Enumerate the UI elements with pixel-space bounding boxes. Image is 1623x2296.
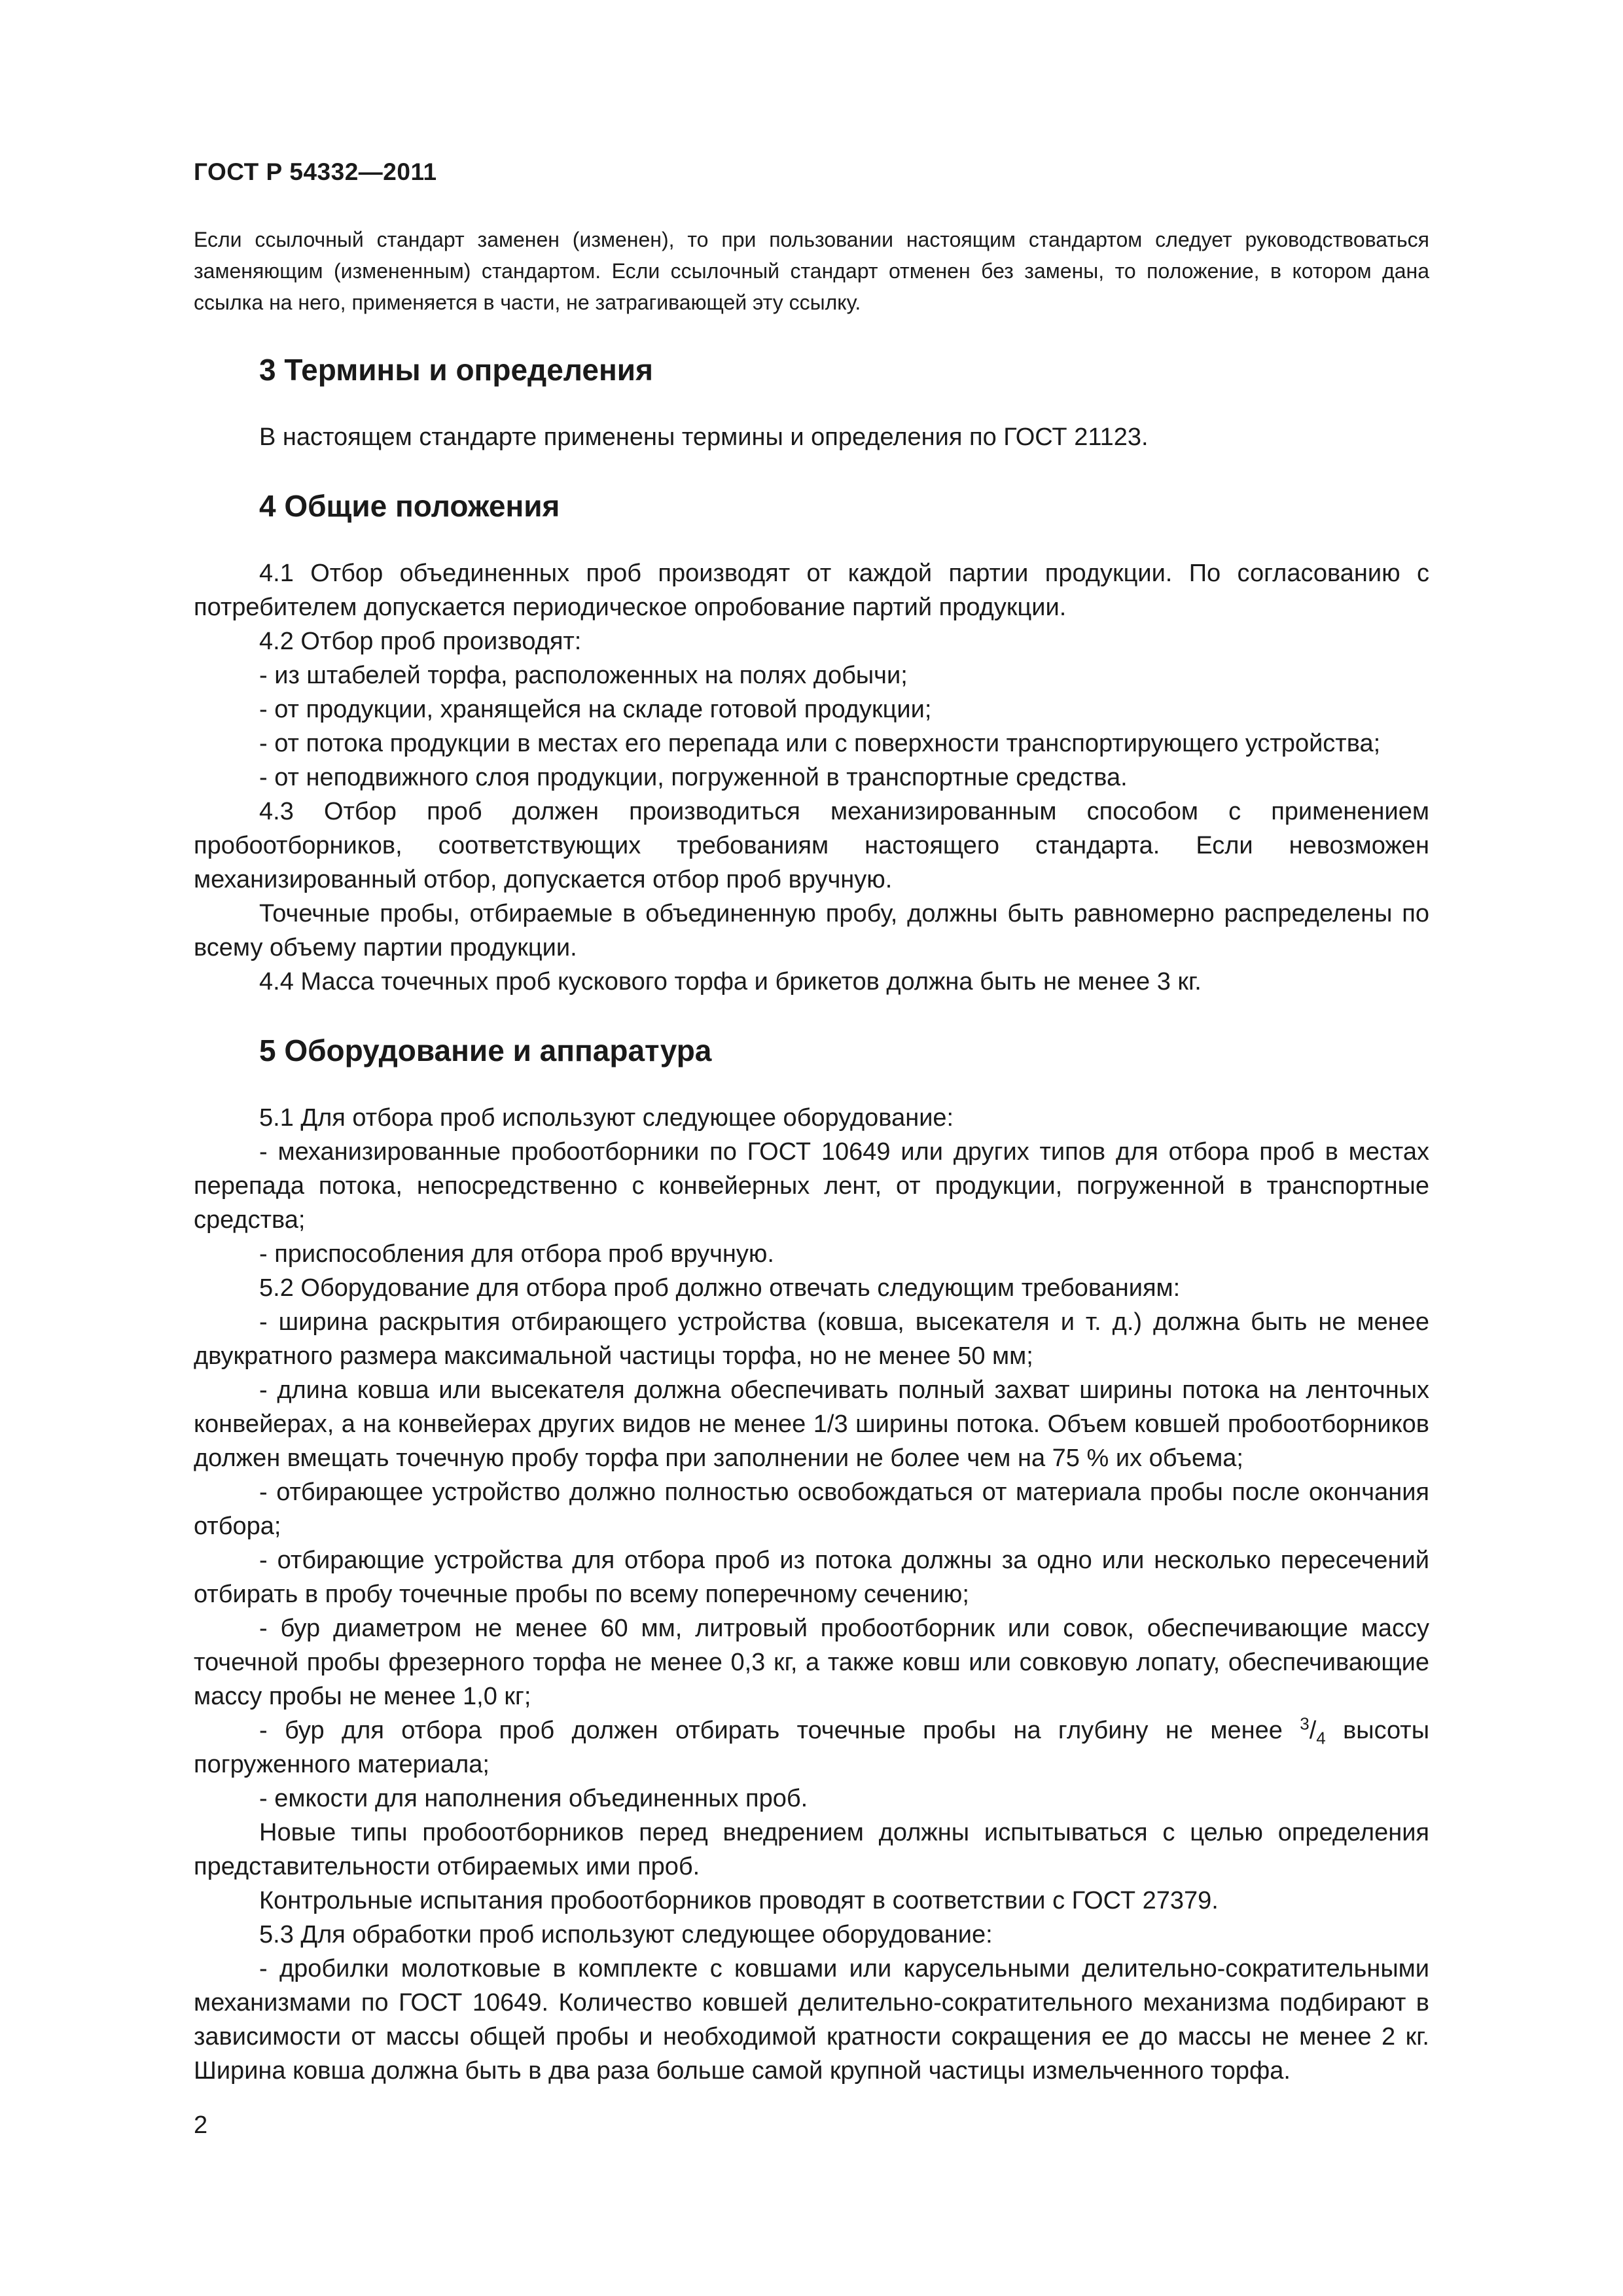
- list-item: - бур диаметром не менее 60 мм, литровый пробоотборник или совок, обеспечивающие массу точечной пробы фрезерного торфа не менее 0,3 кг, а также ковш или совковую лопату, обеспечивающие массу пробы не менее 1,0 кг;: [194, 1615, 1429, 1710]
- paragraph-4-3: 4.3 Отбор проб должен производиться механизированным способом с применением пробоотборников, соответствующих требованиям настоящего стандарта. Если невозможен механизированный отбор, допускается отбор проб вручную.: [194, 798, 1429, 893]
- list-item: - емкости для наполнения объединенных проб.: [259, 1785, 808, 1812]
- section-3-text: В настоящем стандарте применены термины и определения по ГОСТ 21123.: [259, 423, 1149, 451]
- bur-text-after: высоты погруженного материала;: [194, 1717, 1430, 1778]
- list-item: - ширина раскрытия отбирающего устройства (ковша, высекателя и т. д.) должна быть не менее двукратного размера максимальной частицы торфа, но не менее 50 мм;: [194, 1308, 1429, 1370]
- reference-note: [194, 224, 1429, 318]
- paragraph-5-2: 5.2 Оборудование для отбора проб должно отвечать следующим требованиям:: [259, 1274, 1181, 1302]
- paragraph-5-3: 5.3 Для обработки проб используют следующее оборудование:: [259, 1921, 993, 1948]
- list-item: - дробилки молотковые в комплекте с ковшами или карусельными делительно-сократительными механизмами по ГОСТ 10649. Количество ковшей делительно-сократительного механизма подбирают в зависимости от массы общей пробы и необходимой кратности сокращения ее до массы не менее 2 кг. Ширина ковша должна быть в два раза больше самой крупной частицы измельченного торфа.: [194, 1955, 1429, 2085]
- paragraph-4-2: 4.2 Отбор проб производят:: [259, 628, 582, 655]
- paragraph-4-4: 4.4 Масса точечных проб кускового торфа и брикетов должна быть не менее 3 кг.: [259, 968, 1202, 996]
- list-item: - отбирающие устройства для отбора проб из потока должны за одно или несколько пересечений отбирать в пробу точечные пробы по всему поперечному сечению;: [194, 1547, 1429, 1608]
- list-item-bur-depth: - бур для отбора проб должен отбирать точечные пробы на глубину не менее $^3/_4$ высоты погруженного материала;: [194, 1713, 1430, 1778]
- document-body: [194, 347, 1429, 2088]
- page-number: 2: [194, 2111, 208, 2139]
- list-item: - от продукции, хранящейся на складе готовой продукции;: [259, 696, 932, 723]
- list-item: - из штабелей торфа, расположенных на полях добычи;: [259, 662, 908, 689]
- list-item: - от потока продукции в местах его перепада или с поверхности транспортирующего устройства;: [259, 730, 1381, 757]
- document-header: ГОСТ Р 54332—2011: [194, 158, 437, 185]
- paragraph-4-3-continued: Точечные пробы, отбираемые в объединенную пробу, должны быть равномерно распределены по всему объему партии продукции.: [194, 900, 1429, 961]
- section-4-heading: 4 Общие положения: [259, 489, 560, 523]
- paragraph-control-tests: Контрольные испытания пробоотборников проводят в соответствии с ГОСТ 27379.: [259, 1887, 1219, 1914]
- paragraph-4-1: 4.1 Отбор объединенных проб производят от каждой партии продукции. По согласованию с потребителем допускается периодическое опробование партий продукции.: [194, 560, 1429, 621]
- list-item: - от неподвижного слоя продукции, погруженной в транспортные средства.: [259, 764, 1128, 791]
- section-3-heading: 3 Термины и определения: [259, 353, 653, 387]
- list-item: - отбирающее устройство должно полностью освобождаться от материала пробы после окончания отбора;: [194, 1479, 1429, 1540]
- reference-note-text: Если ссылочный стандарт заменен (изменен), то при пользовании настоящим стандартом следует руководствоваться заменяющим (измененным) стандартом. Если ссылочный стандарт отменен без замены, то положение, в котором дана ссылка на него, применяется в части, не затрагивающей эту ссылку.: [194, 228, 1429, 314]
- paragraph-new-types: Новые типы пробоотборников перед внедрением должны испытываться с целью определения представительности отбираемых ими проб.: [194, 1819, 1429, 1880]
- list-item: - длина ковша или высекателя должна обеспечивать полный захват ширины потока на ленточных конвейерах, а на конвейерах других видов не менее 1/3 ширины потока. Объем ковшей пробоотборников должен вмещать точечную пробу торфа при заполнении не более чем на 75 % их объема;: [194, 1376, 1429, 1472]
- paragraph-5-1: 5.1 Для отбора проб используют следующее оборудование:: [259, 1104, 954, 1132]
- bur-text-before: - бур для отбора проб должен отбирать точечные пробы на глубину не менее: [259, 1717, 1300, 1744]
- list-item: - механизированные пробоотборники по ГОСТ 10649 или других типов для отбора проб в местах перепада потока, непосредственно с конвейерных лент, от продукции, погруженной в транспортные средства;: [194, 1138, 1429, 1234]
- fraction-numerator: 3: [1300, 1713, 1310, 1734]
- section-5-heading: 5 Оборудование и аппаратура: [259, 1033, 712, 1067]
- list-item: - приспособления для отбора проб вручную.: [259, 1240, 774, 1268]
- fraction-denominator: 4: [1316, 1728, 1326, 1748]
